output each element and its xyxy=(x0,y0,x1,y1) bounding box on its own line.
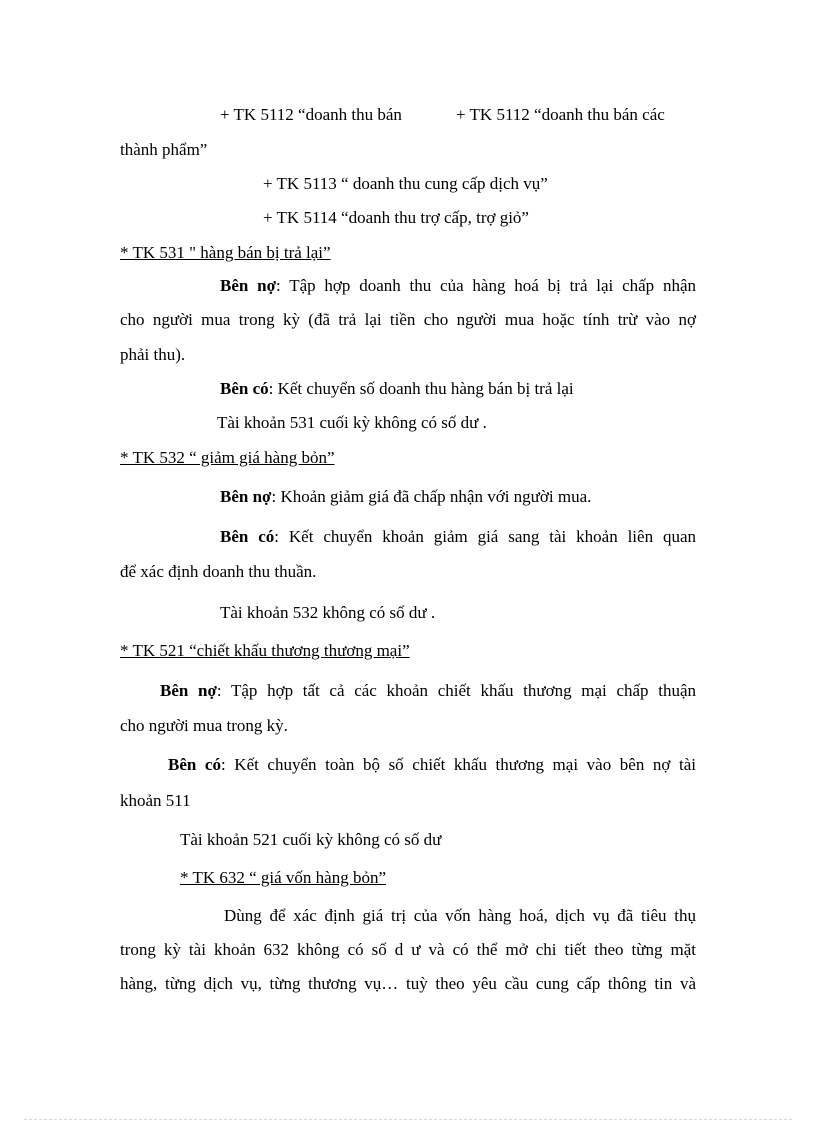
line-doanh-thu-thuan: để xác định doanh thu thuần. xyxy=(120,562,317,581)
label-ben-no: Bên nợ xyxy=(220,276,276,295)
label-ben-no: Bên nợ xyxy=(220,487,272,506)
text-ben-co: : Kết chuyển khoản giảm giá sang tài khoản liên quan xyxy=(274,527,697,546)
heading-tk531: * TK 531 " hàng bán bị trả lại” xyxy=(120,243,331,262)
line-ben-co-531 xyxy=(220,379,574,399)
line-tk5112-b: + TK 5112 “doanh thu bán các xyxy=(456,105,665,124)
heading-tk632: * TK 632 “ giá vốn hàng bỏn” xyxy=(180,868,387,887)
line-ben-no-521 xyxy=(160,681,696,701)
line-ben-co-521 xyxy=(168,755,696,775)
line-khoan-511: khoản 511 xyxy=(120,791,191,810)
page-bottom-divider xyxy=(24,1119,792,1120)
line-phai-thu: phải thu). xyxy=(120,345,186,364)
line-632-dung-de: Dùng để xác định giá trị của vốn hàng hoá, dịch vụ đã tiêu thụ xyxy=(224,906,696,925)
line-ben-co-532 xyxy=(220,527,696,547)
line-ben-no-531 xyxy=(220,276,696,296)
text-ben-no: : Tập hợp tất cả các khoản chiết khấu thương mại chấp thuận xyxy=(216,681,696,700)
line-ben-no-532 xyxy=(220,487,591,507)
line-tk5113: + TK 5113 “ doanh thu cung cấp dịch vụ” xyxy=(263,174,548,193)
heading-tk521: * TK 521 “chiết khấu thương thương mại” xyxy=(120,641,410,660)
text-ben-co: : Kết chuyển số doanh thu hàng bán bị trả lại xyxy=(268,379,574,398)
heading-tk532: * TK 532 “ giảm giá hàng bỏn” xyxy=(120,448,335,467)
line-531-cont: cho người mua trong kỳ (đã trả lại tiền cho người mua hoặc tính trừ vào nợ xyxy=(120,310,696,329)
text-ben-no: : Tập hợp doanh thu của hàng hoá bị trả lại chấp nhận xyxy=(276,276,696,295)
line-531-so-du: Tài khoản 531 cuối kỳ không có số dư . xyxy=(217,413,487,432)
line-tk5112-a: + TK 5112 “doanh thu bán xyxy=(220,105,402,124)
line-532-so-du: Tài khoản 532 không có số dư . xyxy=(220,603,436,622)
label-ben-co: Bên có xyxy=(168,755,221,774)
label-ben-co: Bên có xyxy=(220,379,269,398)
label-ben-co: Bên có xyxy=(220,527,275,546)
line-521-so-du: Tài khoản 521 cuối kỳ không có số dư xyxy=(180,830,442,849)
text-ben-no: : Khoản giảm giá đã chấp nhận với người mua. xyxy=(271,487,592,506)
line-632-hang: hàng, từng dịch vụ, từng thương vụ… tuỳ theo yêu cầu cung cấp thông tin và xyxy=(120,974,696,993)
line-521-trong-ky: cho người mua trong kỳ. xyxy=(120,716,288,735)
line-632-trong-ky: trong kỳ tài khoản 632 không có số d ư và có thể mở chi tiết theo từng mặt xyxy=(120,940,696,959)
label-ben-no: Bên nợ xyxy=(160,681,217,700)
line-tk5114: + TK 5114 “doanh thu trợ cấp, trợ giỏ” xyxy=(263,208,529,227)
text-ben-co: : Kết chuyển toàn bộ số chiết khấu thương mại vào bên nợ tài xyxy=(220,755,696,774)
line-thanh-pham: thành phẩm” xyxy=(120,140,208,159)
